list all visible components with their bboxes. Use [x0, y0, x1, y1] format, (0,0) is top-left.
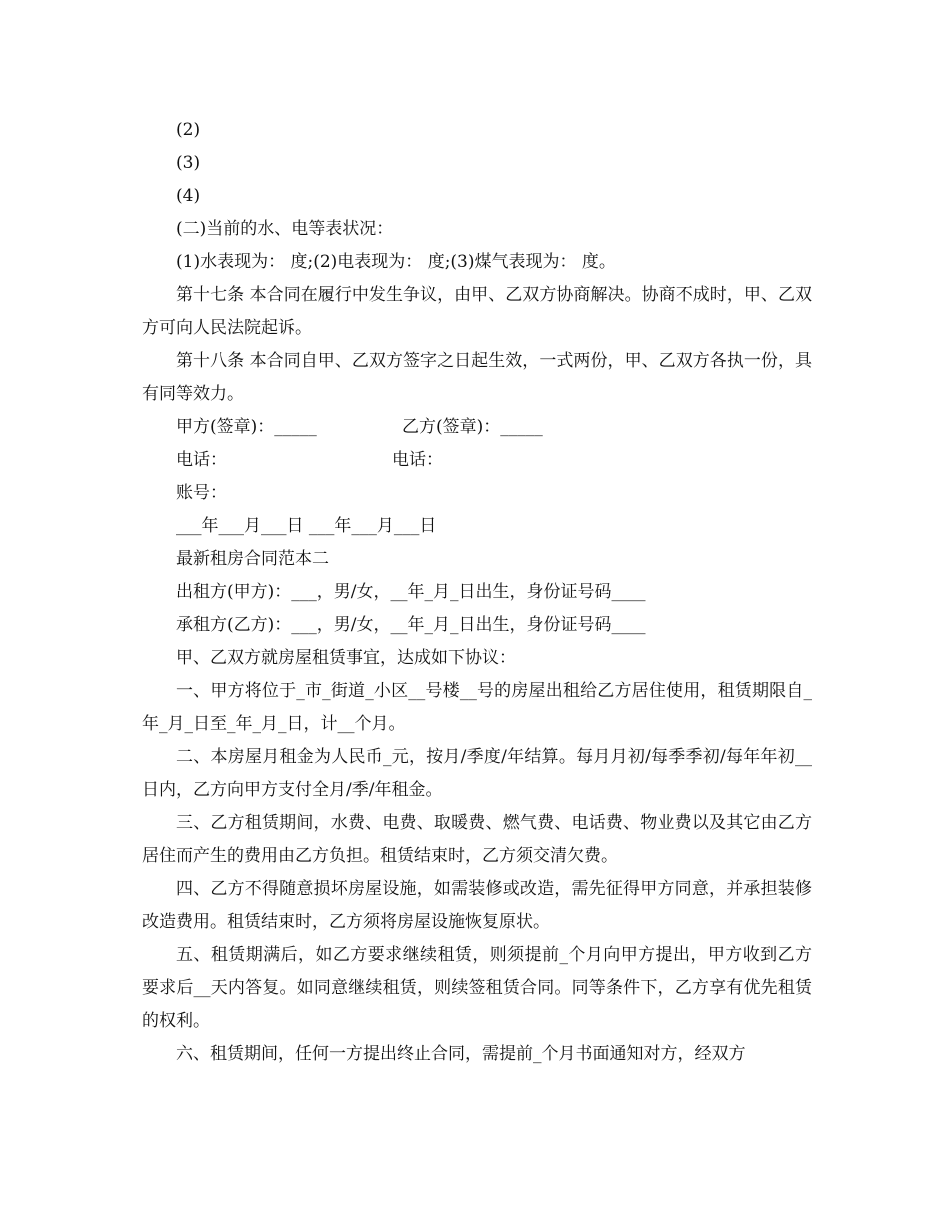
lessor-line: 出租方(甲方)：___，男/女，__年_月_日出生，身份证号码____: [176, 582, 646, 602]
party-a-signature: 甲方(签章)：_____: [176, 417, 317, 437]
article-18: 第十八条 本合同自甲、乙双方签字之日起生效，一式两份，甲、乙双方各执一份，具有同等效力。: [142, 351, 812, 404]
clause-1: 一、甲方将位于_市_街道_小区__号楼__号的房屋出租给乙方居住使用，租赁期限自_年_月_日至_年_月_日，计__个月。: [142, 681, 812, 734]
date-line: ___年___月___日 ___年___月___日: [176, 516, 437, 536]
party-b-signature: 乙方(签章)：_____: [402, 417, 543, 437]
list-item-2: (2): [176, 120, 201, 140]
lessee-line: 承租方(乙方)：___，男/女，__年_月_日出生，身份证号码____: [176, 615, 646, 635]
article-17: 第十七条 本合同在履行中发生争议，由甲、乙双方协商解决。协商不成时，甲、乙双方可向人民法院起诉。: [142, 285, 812, 338]
signature-row: [142, 411, 812, 444]
clause-2: 二、本房屋月租金为人民币_元，按月/季度/年结算。每月月初/每季季初/每年年初__日内，乙方向甲方支付全月/季/年租金。: [142, 747, 812, 800]
meter-readings: (1)水表现为： 度;(2)电表现为： 度;(3)煤气表现为： 度。: [176, 252, 616, 272]
agreement-intro: 甲、乙双方就房屋租赁事宜，达成如下协议：: [176, 648, 516, 668]
clause-6: 六、租赁期间，任何一方提出终止合同，需提前_个月书面通知对方，经双方: [176, 1044, 746, 1064]
account-line: 账号：: [176, 483, 227, 503]
list-item-4: (4): [176, 186, 201, 206]
party-b-phone: 电话：: [392, 450, 443, 470]
document-body: [142, 114, 812, 1071]
meter-status-heading: (二)当前的水、电等表状况：: [176, 219, 394, 239]
clause-5: 五、租赁期满后，如乙方要求继续租赁，则须提前_个月向甲方提出，甲方收到乙方要求后__天内答复。如同意继续租赁，则续签租赁合同。同等条件下，乙方享有优先租赁的权利。: [142, 945, 812, 1031]
template-2-title: 最新租房合同范本二: [176, 549, 329, 569]
clause-4: 四、乙方不得随意损坏房屋设施，如需装修或改造，需先征得甲方同意，并承担装修改造费用。租赁结束时，乙方须将房屋设施恢复原状。: [142, 879, 812, 932]
clause-3: 三、乙方租赁期间，水费、电费、取暖费、燃气费、电话费、物业费以及其它由乙方居住而产生的费用由乙方负担。租赁结束时，乙方须交清欠费。: [142, 813, 812, 866]
phone-row: [142, 444, 812, 477]
party-a-phone: 电话：: [176, 450, 227, 470]
list-item-3: (3): [176, 153, 201, 173]
